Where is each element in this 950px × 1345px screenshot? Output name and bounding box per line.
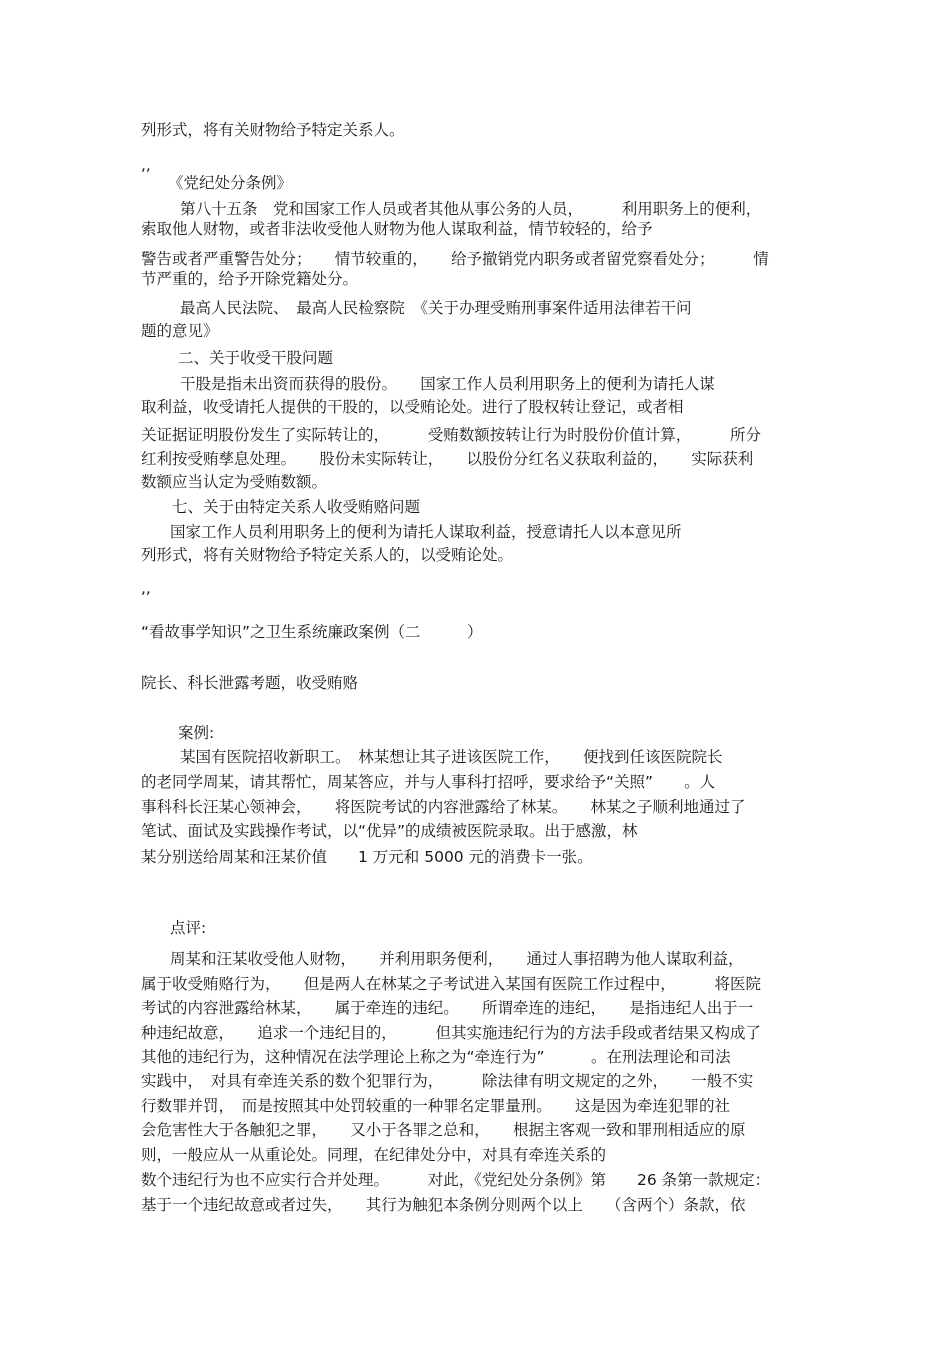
section-heading: 二、关于收受干股问题 [178,349,334,367]
text-line: 笔试、面试及实践操作考试，以“优异”的成绩被医院录取。出于感激，林 [141,822,638,840]
text-line: ,, [141,156,151,174]
text-line: 题的意见》 [141,322,219,340]
text-line: 警告或者严重警告处分； 情节较重的， 给予撤销党内职务或者留党察看处分； 情 [141,250,769,268]
text-line: 行数罪并罚， 而是按照其中处罚较重的一种罪名定罪量刑。 这是因为牵连犯罪的社 [141,1097,731,1115]
comment-label: 点评: [170,919,207,937]
text-line: 最高人民法院、 最高人民检察院 《关于办理受贿刑事案件适用法律若干问 [180,299,692,317]
text-line: 考试的内容泄露给林某， 属于牵连的违纪。 所谓牵连的违纪， 是指违纪人出于一 [141,999,754,1017]
text-line: 干股是指未出资而获得的股份。 国家工作人员利用职务上的便利为请托人谋 [180,375,715,393]
text-line: 则，一般应从一从重论处。同理，在纪律处分中，对具有牵连关系的 [141,1146,607,1164]
text-line: 某国有医院招收新职工。 林某想让其子进该医院工作， 便找到任该医院院长 [180,748,723,766]
text-line: 周某和汪某收受他人财物， 并利用职务便利， 通过人事招聘为他人谋取利益， [170,950,744,968]
text-line: 数个违纪行为也不应实行合并处理。 对此，《党纪处分条例》第 26 条第一款规定： [141,1171,771,1189]
text-line: 节严重的，给予开除党籍处分。 [141,270,359,288]
text-line: 关证据证明股份发生了实际转让的， 受贿数额按转让行为时股份价值计算， 所分 [141,426,762,444]
text-line: 其他的违纪行为，这种情况在法学理论上称之为“牵连行为” 。在刑法理论和司法 [141,1048,731,1066]
text-line: 红利按受贿孳息处理。 股份未实际转让， 以股份分红名义获取利益的， 实际获利 [141,450,754,468]
case-label: 案例: [178,724,215,742]
text-line: 的老同学周某，请其帮忙，周某答应，并与人事科打招呼，要求给予“关照” 。人 [141,773,716,791]
text-line: 种违纪故意， 追求一个违纪目的， 但其实施违纪行为的方法手段或者结果又构成了 [141,1024,762,1042]
text-line: 某分别送给周某和汪某价值 1 万元和 5000 元的消费卡一张。 [141,848,593,866]
text-line: 《党纪处分条例》 [168,174,293,192]
text-line: 国家工作人员利用职务上的便利为请托人谋取利益，授意请托人以本意见所 [170,523,682,541]
section-heading: 七、关于由特定关系人收受贿赂问题 [172,498,421,516]
text-line: 属于收受贿赂行为， 但是两人在林某之子考试进入某国有医院工作过程中， 将医院 [141,975,762,993]
text-line: 取利益，收受请托人提供的干股的，以受贿论处。进行了股权转让登记，或者相 [141,398,684,416]
text-line: 列形式，将有关财物给予特定关系人。 [141,121,405,139]
text-line: ,, [141,579,151,597]
text-line: 实践中， 对具有牵连关系的数个犯罪行为， 除法律有明文规定的之外， 一般不实 [141,1072,754,1090]
text-line: 基于一个违纪故意或者过失， 其行为触犯本条例分则两个以上 （含两个）条款，依 [141,1196,746,1214]
article-title: “看故事学知识”之卫生系统廉政案例（二 ） [141,623,483,641]
text-line: 会危害性大于各触犯之罪， 又小于各罪之总和， 根据主客观一致和罪刑相适应的原 [141,1121,746,1139]
text-line: 第八十五条 党和国家工作人员或者其他从事公务的人员， 利用职务上的便利， [180,200,762,218]
text-line: 索取他人财物，或者非法收受他人财物为他人谋取利益，情节较轻的，给予 [141,220,653,238]
text-line: 列形式，将有关财物给予特定关系人的，以受贿论处。 [141,546,514,564]
text-line: 数额应当认定为受贿数额。 [141,473,328,491]
text-line: 事科科长汪某心领神会， 将医院考试的内容泄露给了林某。 林某之子顺利地通过了 [141,798,746,816]
case-title: 院长、科长泄露考题，收受贿赂 [141,674,359,692]
